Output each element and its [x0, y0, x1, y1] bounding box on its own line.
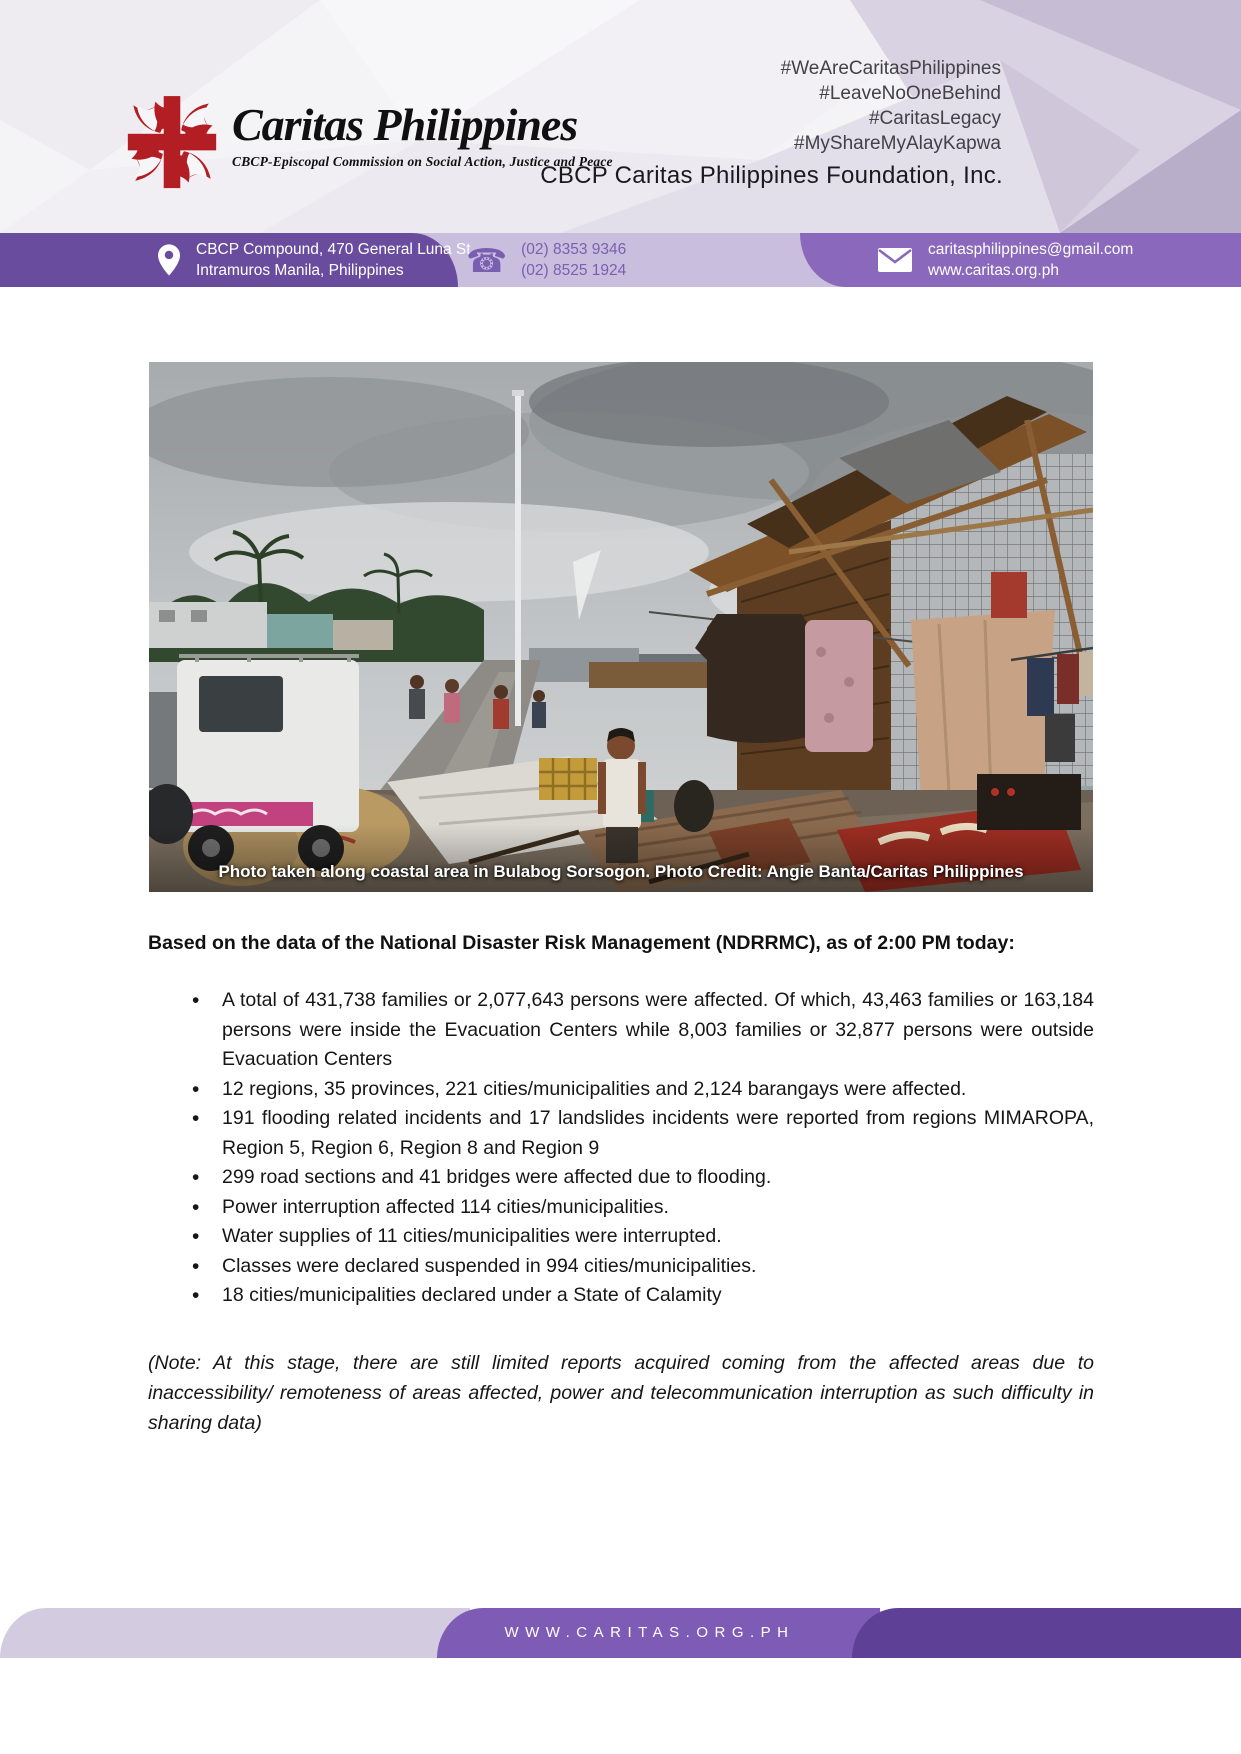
logo-subtitle: CBCP-Episcopal Commission on Social Action, Justice and Peace — [232, 154, 613, 169]
email-address: caritasphilippines@gmail.com — [928, 241, 1134, 258]
report-note: (Note: At this stage, there are still limited reports acquired coming from the affected areas due to inaccessibility/ remoteness of areas affected, power and telecommunication interruption as such difficulty in sharing data) — [148, 1351, 1094, 1434]
location-pin-icon — [158, 244, 180, 276]
report-bullet: • 191 flooding related incidents and 17 landslides incidents were reported from regions MIMAROPA, Region 5, Region 6, Region 8 and Region 9 — [148, 1104, 1094, 1163]
logo-wordmark: Caritas Philippines — [232, 99, 578, 150]
letterhead — [0, 0, 1241, 233]
footer-right-segment — [852, 1608, 1241, 1658]
hashtag: #WeAreCaritasPhilippines — [780, 58, 1001, 79]
address-line-1: CBCP Compound, 470 General Luna St., — [196, 241, 480, 258]
report-bullet: • 18 cities/municipalities declared under a State of Calamity — [148, 1281, 1094, 1311]
disaster-photo-illustration — [149, 362, 1093, 892]
telephone-icon: ☎ — [466, 240, 508, 280]
phone-line-2: (02) 8525 1924 — [521, 262, 627, 279]
address-line-2: Intramuros Manila, Philippines — [196, 262, 404, 279]
report-heading: Based on the data of the National Disaster Risk Management (NDRRMC), as of 2:00 PM today: — [148, 932, 1015, 954]
contact-address — [158, 239, 479, 281]
footer-bar — [0, 1608, 1241, 1658]
hashtag: #LeaveNoOneBehind — [819, 83, 1001, 104]
footer-left-segment — [0, 1608, 470, 1658]
report-bullet: • Water supplies of 11 cities/municipalities were interrupted. — [148, 1222, 1094, 1252]
phone-line-1: (02) 8353 9346 — [521, 241, 627, 258]
contact-phone — [466, 239, 626, 281]
report-bullet: • Classes were declared suspended in 994 cities/municipalities. — [148, 1252, 1094, 1282]
hashtag: #MyShareMyAlayKapwa — [794, 133, 1001, 154]
contact-bar — [0, 233, 1241, 287]
situation-report — [148, 930, 1094, 1438]
caritas-flame-cross-icon — [126, 92, 218, 194]
foundation-name: CBCP Caritas Philippines Foundation, Inc. — [540, 162, 1003, 189]
report-bullet-list — [148, 986, 1094, 1311]
contact-email — [878, 239, 1133, 281]
envelope-icon — [878, 248, 912, 272]
disaster-photo — [149, 362, 1093, 892]
report-bullet: • Power interruption affected 114 cities/municipalities. — [148, 1193, 1094, 1223]
photo-caption: Photo taken along coastal area in Bulabog Sorsogon. Photo Credit: Angie Banta/Caritas Philippines — [218, 862, 1024, 881]
website-url: www.caritas.org.ph — [928, 262, 1059, 279]
hashtag: #CaritasLegacy — [868, 108, 1001, 129]
hashtag-list — [781, 56, 1001, 156]
report-bullet: • A total of 431,738 families or 2,077,643 persons were affected. Of which, 43,463 families or 163,184 persons were inside the Evacuation Centers while 8,003 families or 32,877 persons were outside Evacuation Centers — [148, 986, 1094, 1075]
report-bullet: • 12 regions, 35 provinces, 221 cities/municipalities and 2,124 barangays were affected. — [148, 1075, 1094, 1105]
footer-website: WWW.CARITAS.ORG.PH — [504, 1624, 795, 1641]
report-bullet: • 299 road sections and 41 bridges were affected due to flooding. — [148, 1163, 1094, 1193]
